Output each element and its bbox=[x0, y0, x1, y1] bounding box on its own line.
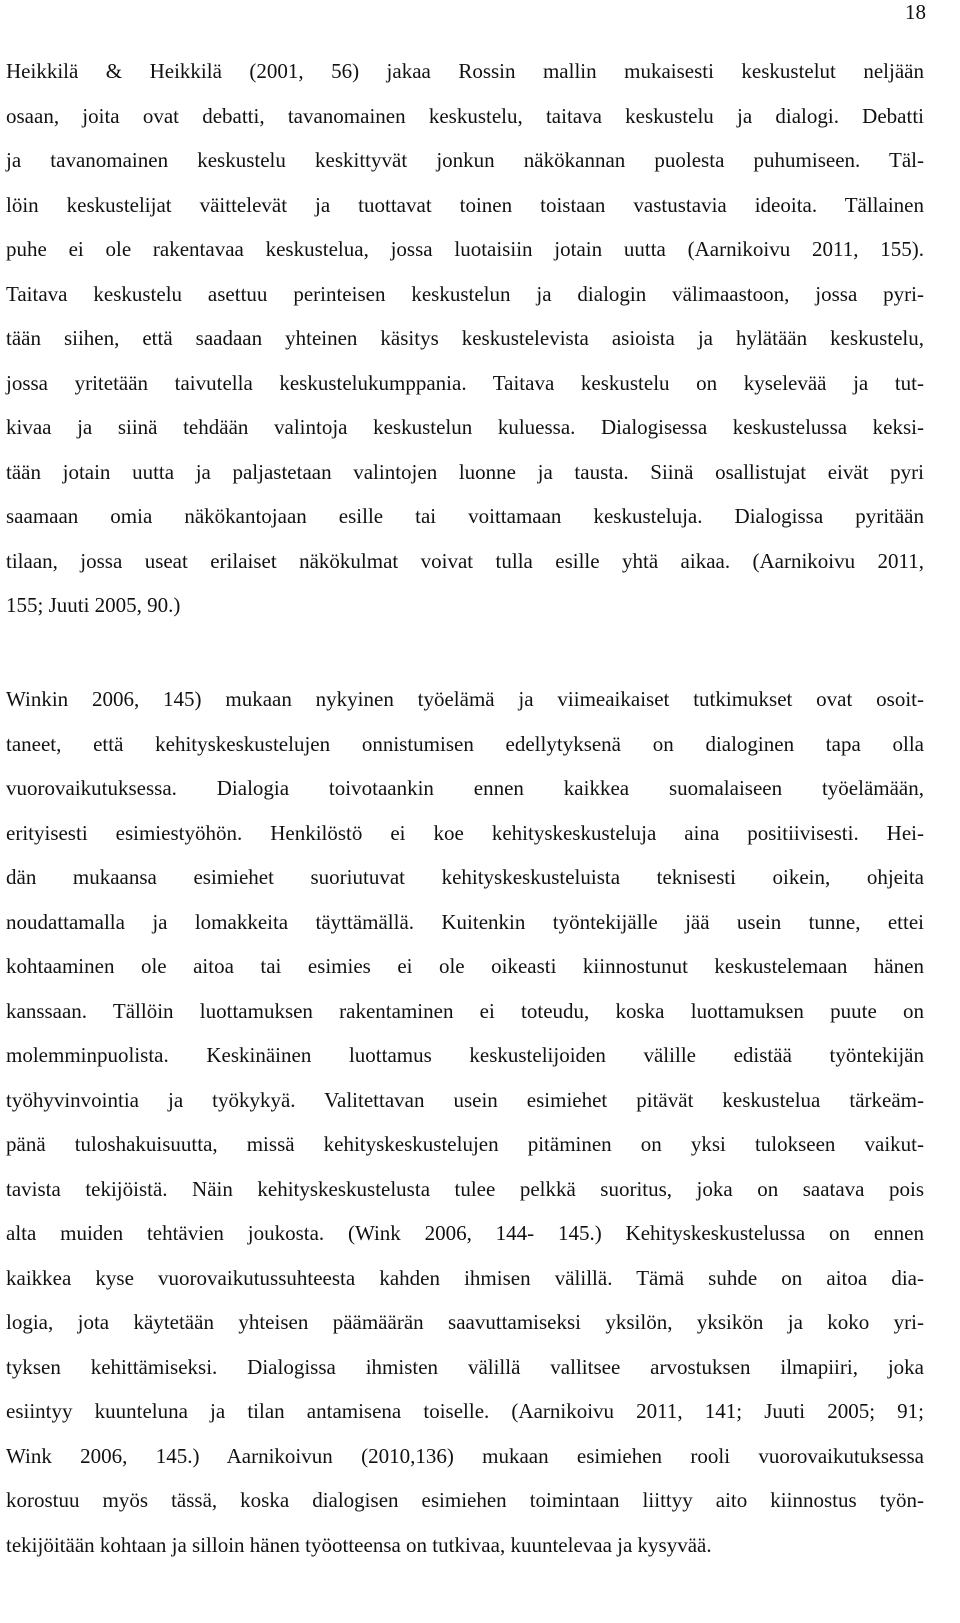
paragraph-line: työhyvinvointia ja työkykyä. Valitettavan usein esimiehet pitävät keskustelua tärkeäm- bbox=[6, 1088, 924, 1112]
page-number: 18 bbox=[905, 0, 926, 24]
paragraph-line: jossa yritetään taivutella keskustelukumppania. Taitava keskustelu on kyselevää ja tut- bbox=[6, 371, 924, 395]
paragraph-line: kivaa ja siinä tehdään valintoja keskustelun kuluessa. Dialogisessa keskustelussa keksi- bbox=[6, 415, 924, 439]
paragraph-line: dän mukaansa esimiehet suoriutuvat kehityskeskusteluista teknisesti oikein, ohjeita bbox=[6, 865, 924, 889]
paragraph-line: vuorovaikutuksessa. Dialogia toivotaankin ennen kaikkea suomalaiseen työelämään, bbox=[6, 776, 924, 800]
paragraph-line: tekijöitään kohtaan ja silloin hänen työotteensa on tutkivaa, kuuntelevaa ja kysyvää. bbox=[6, 1533, 712, 1557]
paragraph-line: korostuu myös tässä, koska dialogisen esimiehen toimintaan liittyy aito kiinnostus työn- bbox=[6, 1488, 924, 1512]
paragraph-line: kaikkea kyse vuorovaikutussuhteesta kahden ihmisen välillä. Tämä suhde on aitoa dia- bbox=[6, 1266, 924, 1290]
paragraph-line: tään jotain uutta ja paljastetaan valintojen luonne ja tausta. Siinä osallistujat eivät pyri bbox=[6, 460, 924, 484]
paragraph-line: ja tavanomainen keskustelu keskittyvät jonkun näkökannan puolesta puhumiseen. Täl- bbox=[6, 148, 924, 172]
paragraph-line: esiintyy kuunteluna ja tilan antamisena toiselle. (Aarnikoivu 2011, 141; Juuti 2005; 91; bbox=[6, 1399, 924, 1423]
paragraph-line: löin keskustelijat väittelevät ja tuottavat toinen toistaan vastustavia ideoita. Tällainen bbox=[6, 193, 924, 217]
paragraph-line: pänä tuloshakuisuutta, missä kehityskeskustelujen pitäminen on yksi tulokseen vaikut- bbox=[6, 1132, 924, 1156]
paragraph-line: alta muiden tehtävien joukosta. (Wink 2006, 144- 145.) Kehityskeskustelussa on ennen bbox=[6, 1221, 924, 1245]
paragraph-line: tyksen kehittämiseksi. Dialogissa ihmisten välillä vallitsee arvostuksen ilmapiiri, joka bbox=[6, 1355, 924, 1379]
paragraph-line: Taitava keskustelu asettuu perinteisen keskustelun ja dialogin välimaastoon, jossa pyri- bbox=[6, 282, 924, 306]
paragraph-line: kanssaan. Tällöin luottamuksen rakentaminen ei toteudu, koska luottamuksen puute on bbox=[6, 999, 924, 1023]
paragraph-line: Wink 2006, 145.) Aarnikoivun (2010,136) mukaan esimiehen rooli vuorovaikutuksessa bbox=[6, 1444, 924, 1468]
paragraph-line: Heikkilä & Heikkilä (2001, 56) jakaa Rossin mallin mukaisesti keskustelut neljään bbox=[6, 59, 924, 83]
paragraph-line: puhe ei ole rakentavaa keskustelua, jossa luotaisiin jotain uutta (Aarnikoivu 2011, 155). bbox=[6, 237, 924, 261]
paragraph-line: osaan, joita ovat debatti, tavanomainen keskustelu, taitava keskustelu ja dialogi. Debatti bbox=[6, 104, 924, 128]
paragraph-line: tään siihen, että saadaan yhteinen käsitys keskustelevista asioista ja hylätään keskustelu, bbox=[6, 326, 924, 350]
paragraph-line: Winkin 2006, 145) mukaan nykyinen työelämä ja viimeaikaiset tutkimukset ovat osoit- bbox=[6, 687, 924, 711]
paragraph-line: logia, jota käytetään yhteisen päämäärän saavuttamiseksi yksilön, yksikön ja koko yri- bbox=[6, 1310, 924, 1334]
paragraph-line: molemminpuolista. Keskinäinen luottamus keskustelijoiden välille edistää työntekijän bbox=[6, 1043, 924, 1067]
paragraph-line: erityisesti esimiestyöhön. Henkilöstö ei koe kehityskeskusteluja aina positiivisesti. Hei- bbox=[6, 821, 924, 845]
paragraph-line: noudattamalla ja lomakkeita täyttämällä. Kuitenkin työntekijälle jää usein tunne, ettei bbox=[6, 910, 924, 934]
paragraph-line: tavista tekijöistä. Näin kehityskeskustelusta tulee pelkkä suoritus, joka on saatava pois bbox=[6, 1177, 924, 1201]
paragraph-line: 155; Juuti 2005, 90.) bbox=[6, 593, 181, 617]
paragraph-line: taneet, että kehityskeskustelujen onnistumisen edellytyksenä on dialoginen tapa olla bbox=[6, 732, 924, 756]
paragraph-line: tilaan, jossa useat erilaiset näkökulmat voivat tulla esille yhtä aikaa. (Aarnikoivu 2011, bbox=[6, 549, 924, 573]
paragraph-line: saamaan omia näkökantojaan esille tai voittamaan keskusteluja. Dialogissa pyritään bbox=[6, 504, 924, 528]
paragraph-line: kohtaaminen ole aitoa tai esimies ei ole oikeasti kiinnostunut keskustelemaan hänen bbox=[6, 954, 924, 978]
